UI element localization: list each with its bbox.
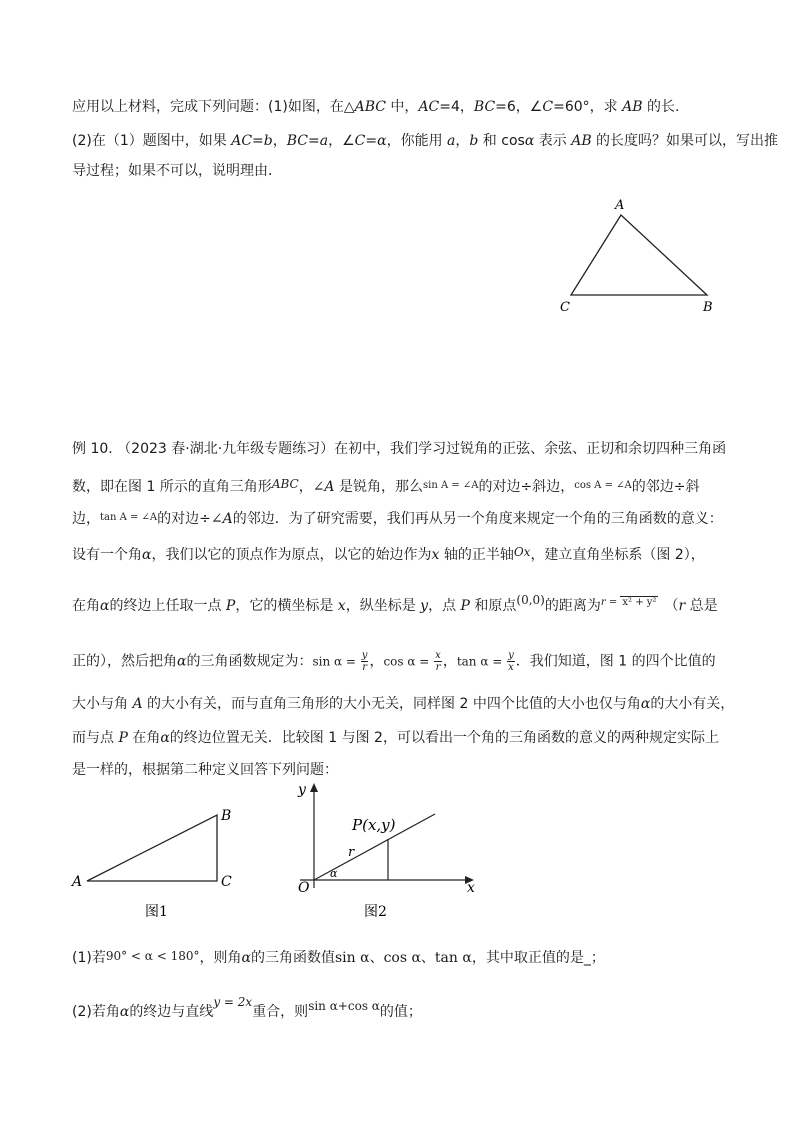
question-2: (2)若角α的终边与直线y = 2x重合，则sin α+cos α的值； (72, 995, 422, 1020)
cos-fraction: $\frac{x}{r}$ (435, 650, 441, 673)
fig1-label-b: B (221, 808, 232, 824)
example-10-line-1: 例 10. （2023 春·湖北·九年级专题练习）在初中，我们学习过锐角的正弦、余弦、正切和余切四种三角函 (72, 441, 727, 457)
triangle-abc (571, 215, 707, 295)
distance-radical: x² + y² (622, 597, 657, 608)
fig2-caption: 图2 (364, 904, 387, 920)
right-triangle-abc (87, 815, 217, 881)
tan-fraction: $\frac{y}{x}$ (508, 650, 514, 673)
example-10-line-8: 而与点 P 在角α的终边位置无关．比较图 1 与图 2，可以看出一个角的三角函数的意义的两种规定实际上 (72, 730, 719, 746)
sin-fraction: $\frac{y}{r}$ (361, 650, 368, 673)
problem-line-3: 导过程；如果不可以，说明理由. (72, 163, 273, 179)
question-1: (1)若90° < α < 180°，则角α的三角函数值sin α、cos α、tan α，其中取正值的是_； (72, 949, 605, 966)
fig2-label-alpha: α (330, 867, 338, 880)
y-axis-arrow-icon (310, 783, 318, 792)
fig2-label-y: y (298, 782, 306, 798)
example-10-line-4: 设有一个角α，我们以它的顶点作为原点，以它的始边作为x 轴的正半轴Ox，建立直角坐标系（图 2）， (72, 545, 705, 563)
fig1-label-c: C (221, 874, 232, 890)
vertex-label-a: A (615, 198, 625, 213)
problem-line-1: 应用以上材料，完成下列问题：(1)如图，在△ABC 中，AC=4，BC=6，∠C=60°，求 AB 的长. (72, 99, 680, 115)
example-10-line-9: 是一样的，根据第二种定义回答下列问题： (72, 762, 338, 778)
origin-coordinates: (0,0) (516, 593, 545, 607)
fig2-label-p: P(x,y) (352, 816, 396, 834)
example-10-line-5: 在角α的终边上任取一点 P，它的横坐标是 x，纵坐标是 y，点 P 和原点(0,0)的距离为$^{r =}$ $^{x^2 + y^2}$ （r 总是 (72, 593, 718, 614)
fig2-label-r: r (348, 845, 355, 860)
example-10-line-7: 大小与角 A 的大小有关，而与直角三角形的大小无关，同样图 2 中四个比值的大小也仅与角α的大小有关， (72, 696, 735, 712)
fig1-label-a: A (72, 874, 83, 890)
triangle-abc-figure (555, 195, 725, 320)
example-10-line-2: 数，即在图 1 所示的直角三角形ABC，∠A 是锐角，那么$^{sin A = \angle A}$的对边÷斜边，$^{cos A = \angle A}$的邻边÷斜 (72, 477, 700, 495)
fig2-label-o: O (298, 880, 310, 896)
fig2-label-x: x (467, 880, 475, 896)
example-10-line-6: 正的），然后把角α的三角函数规定为：sin α = $\frac{y}{r}$ ，cos α = $\frac{x}{r}$ ，tan α = $\frac{y}{x}$ ．我们知道，图 1 的四个比值的 (72, 650, 716, 673)
figure-1-right-triangle (65, 800, 255, 930)
problem-line-2: (2)在（1）题图中，如果 AC=b，BC=a，∠C=α，你能用 a，b 和 cosα 表示 AB 的长度吗？如果可以，写出推 (72, 133, 779, 149)
vertex-label-b: B (703, 300, 713, 315)
figure-2-coordinate-system (290, 780, 490, 930)
fig1-caption: 图1 (145, 904, 168, 920)
example-10-line-3: 边，$^{tan A = \angle A}$的对边÷∠A的邻边．为了研究需要，我们再从另一个角度来规定一个角的三角函数的意义： (72, 511, 723, 527)
vertex-label-c: C (560, 300, 570, 315)
